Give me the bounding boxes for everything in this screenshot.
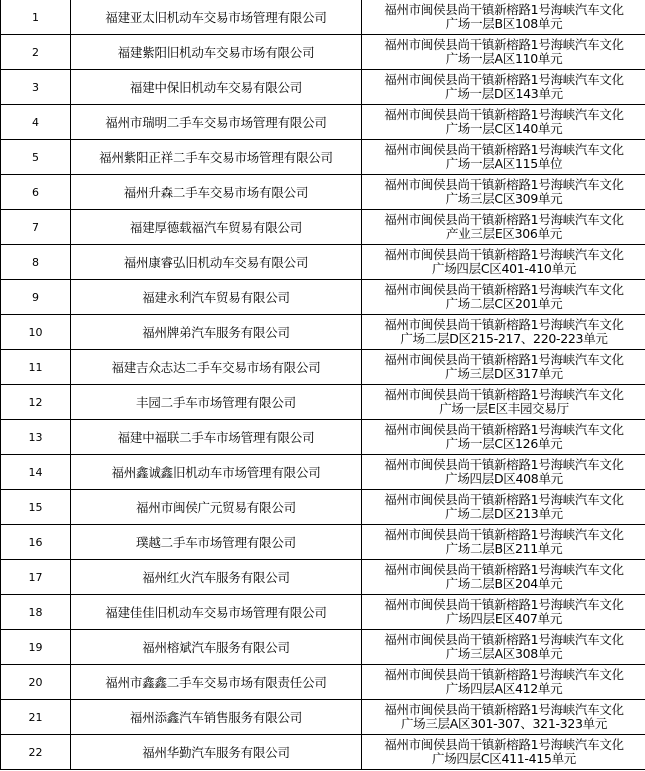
address-line-2: 广场一层C区126单元	[445, 436, 563, 451]
address-line-1: 福州市闽侯县尚干镇新榕路1号海峡汽车文化	[384, 37, 624, 52]
company-name-cell: 福建永利汽车贸易有限公司	[71, 280, 362, 315]
company-name-cell: 福建吉众志达二手车交易市场有限公司	[71, 350, 362, 385]
address-cell	[362, 315, 645, 350]
table-row	[1, 105, 645, 140]
row-number-cell: 21	[1, 700, 71, 735]
company-name-cell: 福建厚德载福汽车贸易有限公司	[71, 210, 362, 245]
address-line-1: 福州市闽侯县尚干镇新榕路1号海峡汽车文化	[384, 317, 624, 332]
address-line-2: 广场四层C区401-410单元	[432, 261, 576, 276]
address-cell	[362, 490, 645, 525]
table-row	[1, 490, 645, 525]
row-number-cell: 8	[1, 245, 71, 280]
address-line-1: 福州市闽侯县尚干镇新榕路1号海峡汽车文化	[384, 212, 624, 227]
address-cell	[362, 630, 645, 665]
table-row	[1, 70, 645, 105]
company-name-cell: 福州添鑫汽车销售服务有限公司	[71, 700, 362, 735]
company-name-cell: 福州鑫诚鑫旧机动车市场管理有限公司	[71, 455, 362, 490]
row-number-cell: 7	[1, 210, 71, 245]
company-name-cell: 福州升森二手车交易市场有限公司	[71, 175, 362, 210]
address-line-1: 福州市闽侯县尚干镇新榕路1号海峡汽车文化	[384, 107, 624, 122]
address-line-1: 福州市闽侯县尚干镇新榕路1号海峡汽车文化	[384, 457, 624, 472]
company-name-cell: 丰园二手车市场管理有限公司	[71, 385, 362, 420]
address-cell	[362, 175, 645, 210]
address-cell	[362, 245, 645, 280]
row-number-cell: 5	[1, 140, 71, 175]
company-name-cell: 福建中保旧机动车交易有限公司	[71, 70, 362, 105]
address-line-2: 广场二层B区211单元	[445, 541, 563, 556]
row-number-cell: 13	[1, 420, 71, 455]
company-name-cell: 福建紫阳旧机动车交易市场有限公司	[71, 35, 362, 70]
row-number-cell: 19	[1, 630, 71, 665]
table-row	[1, 175, 645, 210]
address-cell	[362, 70, 645, 105]
address-line-1: 福州市闽侯县尚干镇新榕路1号海峡汽车文化	[384, 247, 624, 262]
address-line-2: 广场三层A区301-307、321-323单元	[400, 716, 608, 731]
table-row	[1, 420, 645, 455]
address-cell	[362, 35, 645, 70]
address-line-2: 广场二层B区204单元	[445, 576, 563, 591]
company-name-cell: 福州市闽侯广元贸易有限公司	[71, 490, 362, 525]
address-cell	[362, 560, 645, 595]
address-line-1: 福州市闽侯县尚干镇新榕路1号海峡汽车文化	[384, 352, 624, 367]
address-line-2: 广场四层E区407单元	[446, 611, 562, 626]
table-row	[1, 35, 645, 70]
table-row	[1, 350, 645, 385]
table-row	[1, 665, 645, 700]
address-cell	[362, 700, 645, 735]
address-line-2: 广场二层D区215-217、220-223单元	[400, 331, 608, 346]
table-row	[1, 0, 645, 35]
address-line-1: 福州市闽侯县尚干镇新榕路1号海峡汽车文化	[384, 667, 624, 682]
address-cell	[362, 280, 645, 315]
address-line-1: 福州市闽侯县尚干镇新榕路1号海峡汽车文化	[384, 177, 624, 192]
table-row	[1, 210, 645, 245]
row-number-cell: 17	[1, 560, 71, 595]
address-line-1: 福州市闽侯县尚干镇新榕路1号海峡汽车文化	[384, 72, 624, 87]
address-line-2: 广场一层A区115单位	[445, 156, 563, 171]
address-cell	[362, 0, 645, 35]
row-number-cell: 4	[1, 105, 71, 140]
company-name-cell: 福州市瑞明二手车交易市场管理有限公司	[71, 105, 362, 140]
address-cell	[362, 350, 645, 385]
address-cell	[362, 140, 645, 175]
address-line-2: 广场二层D区213单元	[445, 506, 563, 521]
company-name-cell: 福州康睿弘旧机动车交易有限公司	[71, 245, 362, 280]
address-line-2: 广场四层A区412单元	[445, 681, 563, 696]
table-row	[1, 595, 645, 630]
table-row	[1, 315, 645, 350]
row-number-cell: 6	[1, 175, 71, 210]
row-number-cell: 12	[1, 385, 71, 420]
company-name-cell: 福建中福联二手车市场管理有限公司	[71, 420, 362, 455]
address-line-2: 广场三层A区308单元	[445, 646, 563, 661]
row-number-cell: 20	[1, 665, 71, 700]
row-number-cell: 16	[1, 525, 71, 560]
company-name-cell: 福州榕斌汽车服务有限公司	[71, 630, 362, 665]
row-number-cell: 22	[1, 735, 71, 770]
address-line-2: 广场一层B区108单元	[445, 16, 563, 31]
table-body	[1, 0, 645, 770]
row-number-cell: 3	[1, 70, 71, 105]
address-cell	[362, 595, 645, 630]
address-cell	[362, 525, 645, 560]
address-line-2: 广场二层C区201单元	[445, 296, 563, 311]
table-row	[1, 140, 645, 175]
company-name-cell: 福建亚太旧机动车交易市场管理有限公司	[71, 0, 362, 35]
address-line-1: 福州市闽侯县尚干镇新榕路1号海峡汽车文化	[384, 527, 624, 542]
address-line-1: 福州市闽侯县尚干镇新榕路1号海峡汽车文化	[384, 737, 624, 752]
address-line-1: 福州市闽侯县尚干镇新榕路1号海峡汽车文化	[384, 2, 624, 17]
address-cell	[362, 210, 645, 245]
company-name-cell: 福州华勤汽车服务有限公司	[71, 735, 362, 770]
row-number-cell: 11	[1, 350, 71, 385]
address-cell	[362, 420, 645, 455]
row-number-cell: 2	[1, 35, 71, 70]
address-line-1: 福州市闽侯县尚干镇新榕路1号海峡汽车文化	[384, 492, 624, 507]
address-cell	[362, 735, 645, 770]
row-number-cell: 18	[1, 595, 71, 630]
company-name-cell: 璞越二手车市场管理有限公司	[71, 525, 362, 560]
address-line-1: 福州市闽侯县尚干镇新榕路1号海峡汽车文化	[384, 142, 624, 157]
company-name-cell: 福州紫阳正祥二手车交易市场管理有限公司	[71, 140, 362, 175]
address-cell	[362, 385, 645, 420]
address-line-2: 广场一层D区143单元	[445, 86, 563, 101]
table-row	[1, 525, 645, 560]
address-line-2: 广场一层C区140单元	[445, 121, 563, 136]
table-row	[1, 700, 645, 735]
address-line-1: 福州市闽侯县尚干镇新榕路1号海峡汽车文化	[384, 632, 624, 647]
table-row	[1, 630, 645, 665]
address-cell	[362, 105, 645, 140]
address-line-2: 广场四层C区411-415单元	[432, 751, 576, 766]
address-line-1: 福州市闽侯县尚干镇新榕路1号海峡汽车文化	[384, 282, 624, 297]
address-line-2: 广场四层D区408单元	[445, 471, 563, 486]
company-name-cell: 福建佳佳旧机动车交易市场管理有限公司	[71, 595, 362, 630]
address-line-1: 福州市闽侯县尚干镇新榕路1号海峡汽车文化	[384, 562, 624, 577]
company-name-cell: 福州红火汽车服务有限公司	[71, 560, 362, 595]
table-row	[1, 560, 645, 595]
address-line-1: 福州市闽侯县尚干镇新榕路1号海峡汽车文化	[384, 702, 624, 717]
row-number-cell: 14	[1, 455, 71, 490]
address-line-2: 产业三层E区306单元	[446, 226, 562, 241]
company-name-cell: 福州市鑫鑫二手车交易市场有限责任公司	[71, 665, 362, 700]
address-line-2: 广场三层C区309单元	[445, 191, 563, 206]
address-cell	[362, 455, 645, 490]
table-row	[1, 245, 645, 280]
address-line-2: 广场一层A区110单元	[445, 51, 563, 66]
company-name-cell: 福州牌弟汽车服务有限公司	[71, 315, 362, 350]
row-number-cell: 15	[1, 490, 71, 525]
table-row	[1, 735, 645, 770]
row-number-cell: 1	[1, 0, 71, 35]
address-line-1: 福州市闽侯县尚干镇新榕路1号海峡汽车文化	[384, 387, 624, 402]
table-row	[1, 455, 645, 490]
address-line-2: 广场三层D区317单元	[445, 366, 563, 381]
address-line-1: 福州市闽侯县尚干镇新榕路1号海峡汽车文化	[384, 597, 624, 612]
address-line-2: 广场一层E区丰园交易厅	[439, 401, 569, 416]
row-number-cell: 9	[1, 280, 71, 315]
table-row	[1, 280, 645, 315]
table-row	[1, 385, 645, 420]
address-line-1: 福州市闽侯县尚干镇新榕路1号海峡汽车文化	[384, 422, 624, 437]
address-cell	[362, 665, 645, 700]
row-number-cell: 10	[1, 315, 71, 350]
